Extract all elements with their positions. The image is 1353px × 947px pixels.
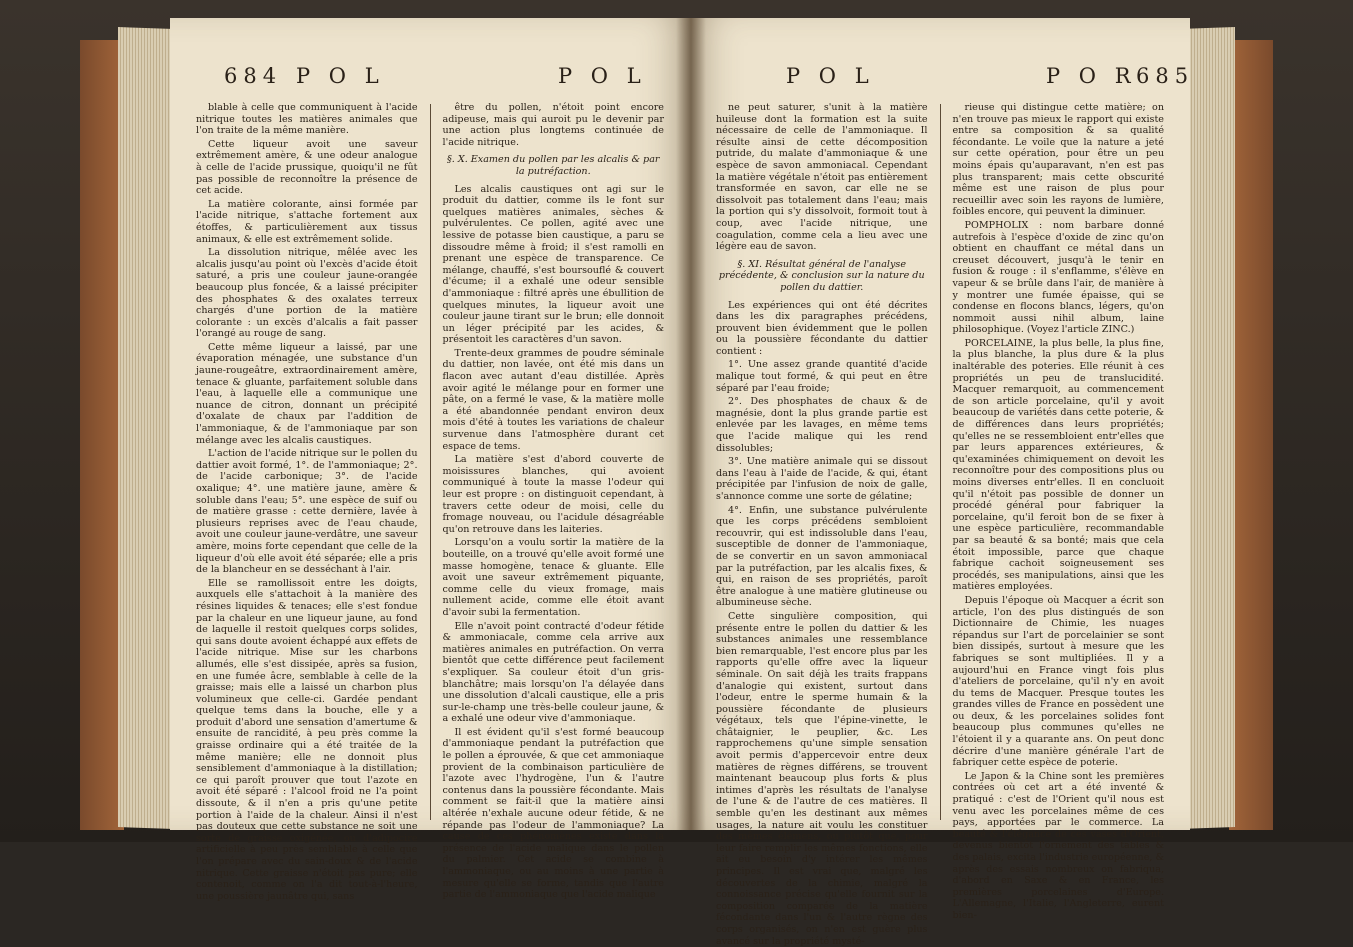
paragraph: Trente-deux grammes de poudre séminale du dattier, non lavée, ont été mis dans un flacon avec autant d'eau distillée. Après avoir agité le mélange pour en former une pâte, on a fermé le vase, & la matière molle a été abandonnée pendant environ deux mois d'été à toutes les variations de chaleur survenue dans l'atmosphère durant cet espace de tems. [442,347,664,452]
paragraph: Lorsqu'on a voulu sortir la matière de la bouteille, on a trouvé qu'elle avoit formé une masse homogène, tenace & gluante. Elle avoit une saveur extrêmement piquante, comme celle du vieux fromage, mais nullement acide, comme elle étoit avant d'avoir subi la fermentation. [442,537,664,618]
paragraph: Depuis l'époque où Macquer a écrit son article, l'on des plus distingués de son Dictionnaire de Chimie, les nuages répandus sur l'art de porcelainier se sont bien dissipés, surtout à mesure que les fabriques se sont multipliées. Il y a aujourd'hui en France vingt fois plus d'ateliers de porcelaine, qu'il n'y en avoit du tems de Macquer. Presque toutes les grandes villes de France en possèdent une ou deux, & les porcelaines solides font beaucoup plus communes qu'elles ne l'étoient il y a quarante ans. On peut donc décrire d'une manière générale l'art de fabriquer cette espèce de poterie. [952,594,1164,769]
column-rule [940,104,941,820]
paragraph: blable à celle que communiquent à l'acide nitrique toutes les matières animales que l'on traite de la même manière. [196,102,418,137]
running-head-right: P O R [1046,64,1137,88]
right-page [690,18,1195,947]
right-col-1 [716,102,928,947]
paragraph: Les expériences qui ont été décrites dans les dix paragraphes précédens, prouvent bien évidemment que le pollen ou la poussière fécondante du dattier contient : [716,299,928,357]
paragraph: 4°. Enfin, une substance pulvérulente que les corps précédens sembloient recouvrir, qui est indissoluble dans l'eau, susceptible de donner de l'ammoniaque, de se convertir en un savon ammoniacal par la putréfaction, par les alcalis fixes, & qui, en raison de ses propriétés, paroît être analogue à une matière glutineuse ou albumineuse sèche. [716,504,928,609]
page-number: 684 [224,64,283,88]
paragraph: La matière s'est d'abord couverte de moisissures blanches, qui avoient communiqué à toute la masse l'odeur qui leur est propre : on distinguoit cependant, à travers cette odeur de moisi, celle du fromage nouveau, ou l'acidule désagréable qu'on retrouve dans les laiteries. [442,454,664,535]
paragraph: ne peut saturer, s'unit à la matière huileuse dont la formation est la suite nécessaire de celle de l'ammoniaque. Il résulte ainsi de cette décomposition putride, du malate d'ammoniaque & une espèce de savon ammoniacal. Cependant la matière végétale n'étoit pas entièrement transformée en savon, car elle ne se dissolvoit pas totalement dans l'eau; mais la portion qui s'y dissolvoit, formoit tout à coup, avec l'acide nitrique, une coagulation, comme cela a lieu avec une légère eau de savon. [716,102,928,253]
paragraph: rieuse qui distingue cette matière; on n'en trouve pas mieux le rapport qui existe entre sa composition & sa qualité fécondante. Le voile que la nature a jeté sur cette opération, pour être un peu moins épais qu'auparavant, n'en est pas plus transparent; mais cette obscurité même est une raison de plus pour recueillir avec soin les rayons de lumière, foibles encore, qui peuvent la diminuer. [952,102,1164,218]
running-head-left: P O L [786,64,875,88]
left-page [170,18,690,902]
page-edges-left [118,27,174,829]
entry-pompholix: POMPHOLIX : nom barbare donné autrefois à l'espèce d'oxide de zinc qu'on obtient en chauffant ce métal dans un creuset découvert, jusqu'à le tenir en fusion & rouge : il s'enflamme, s'élève en vapeur & se brûle dans l'air, de manière à y montrer une fumée épaisse, qui se condense en flocons blancs, légers, qu'on nommoit aussi nihil album, laine philosophique. (Voyez l'article ZINC.) [952,219,1164,336]
paragraph: Le Japon & la Chine sont les premières contrées où cet art a été inventé & pratiqué : c'est de l'Orient qu'il nous est venu avec les porcelaines même de ces pays, apportées par le commerce. La beauté & l'élégance de ces vases d'Orient, devenus bientôt l'ornement des tables & des palais, excita l'industrie européenne, & après des essais nombreux on fabriqua, d'abord en Saxe & en France, les premières porcelaines d'Europe. L'Allemagne, l'Italie, l'Angleterre, eurent bien- [952,770,1165,921]
right-page-header [716,64,1195,100]
left-col-1 [196,102,418,902]
running-head-right: P O L [558,64,647,88]
running-head-left: P O L [296,64,385,88]
paragraph: 2°. Des phosphates de chaux & de magnésie, dont la plus grande partie est enlevée par les lavages, en même tems que l'acide malique qui les rend dissolubles; [716,396,928,454]
paragraph: Cette singulière composition, qui présente entre le pollen du dattier & les substances animales une ressemblance bien remarquable, l'est encore plus par les rapports qu'elle offre avec la liqueur séminale. On sait déjà les traits frappans d'analogie qui existent, surtout dans l'odeur, entre le sperme humain & la poussière fécondante de plusieurs végétaux, tels que l'épine-vinette, le châtaignier, le peuplier, &c. Les rapprochemens qu'une simple sensation avoit permis d'appercevoir entre deux matières de règnes différens, se trouvent maintenant beaucoup plus forts & plus intimes d'après les résultats de l'analyse de l'une & de l'autre de ces matières. Il semble qu'en les destinant aux mêmes usages, la nature ait voulu les constituer des mêmes élémens, ou plutôt que, pour leur faire remplir les mêmes fonctions, elle ait eu besoin d'y intérer les mêmes principes. Il est vrai que, malgré les découvertes de la chimie, malgré la connoissance précise qu'elle fournit sur la composition comparée de la matière fécondante dans l'un & l'autre règne des corps organisés, on n'en est guère plus avancé sur la propriété mysté- [716,610,928,947]
section-heading: §. XI. Résultat général de l'analyse précédente, & conclusion sur la nature du pollen du dattier. [718,258,925,293]
paragraph: L'action de l'acide nitrique sur le pollen du dattier avoit formé, 1°. de l'ammoniaque; 2°. de l'acide carbonique; 3°. de l'acide oxalique; 4°. une matière jaune, amère & soluble dans l'eau; 5°. une espèce de suif ou de matière grasse : cette dernière, lavée à plusieurs reprises avec de l'eau chaude, avoit une couleur jaune-verdâtre, une saveur amère, moins forte cependant que celle de la liqueur d'où elle avoit été séparée; elle a pris de la blancheur en se desséchant à l'air. [196,448,418,576]
right-page-columns [716,102,1165,947]
paragraph: Cette même liqueur a laissé, par une évaporation ménagée, une substance d'un jaune-rougeâtre, extraordinairement amère, tenace & gluante, parfaitement soluble dans l'eau, à laquelle elle a communique une nuance de citron, donnant un précipité d'oxalate de chaux par l'addition de l'ammoniaque, & de l'ammoniaque par son mélange avec les alcalis caustiques. [196,341,418,446]
column-rule [430,104,431,820]
page-number: 685 [1136,64,1195,88]
paragraph: La matière colorante, ainsi formée par l'acide nitrique, s'attache fortement aux étoffes, & particulièrement aux tissus animaux, & elle est extrêmement solide. [196,198,418,245]
paragraph: 1°. Une assez grande quantité d'acide malique tout formé, & qui peut en être séparé par l'eau froide; [716,359,928,394]
paragraph: Elle se ramollissoit entre les doigts, auxquels elle s'attachoit à la manière des résines liquides & tenaces; elle s'est fondue par la chaleur en une liqueur jaune, au fond de laquelle il restoit quelques corps solides, qui sans doute avoient échappé aux effets de l'acide nitrique. Mise sur les charbons allumés, elle s'est dissipée, après sa fusion, en une fumée âcre, semblable à celle de la graisse; mais elle a laissé un charbon plus volumineux que celle-ci. Gardée pendant quelque tems dans la bouche, elle y a produit d'abord une sensation d'amertume & ensuite de rancidité, à peu près comme la graisse ordinaire qui a été traitée de la même manière; elle ne donnoit plus sensiblement d'ammoniaque à la distillation; ce qui paroît prouver que tout l'azote en avoit été séparé : l'alcool froid ne l'a point dissoute, & il n'en a pris qu'une petite portion à l'aide de la chaleur. Ainsi il n'est pas douteux que cette substance ne soit une sorte de graisse oxigénée, ou d'adipocire artificielle à peu près semblable à celle que l'on prépare avec du sain-doux & de l'acide nitrique. Cette graisse n'étoit pas pure; elle contenoit, comme on l'a dit tout-à-l'heure, une poussière jaunâtre qui, sans [196,577,418,902]
paragraph: Les alcalis caustiques ont agi sur le produit du dattier, comme ils le font sur quelques matières animales, sèches & pulvérulentes. Ce pollen, agité avec une lessive de potasse bien caustique, a paru se dissoudre même à froid; il s'est ramolli en prenant une espèce de transparence. Ce mélange, chauffé, s'est boursouflé & couvert d'écume; il a exhalé une odeur sensible d'ammoniaque : filtré après une ébullition de quelques minutes, la liqueur avoit une couleur jaune tirant sur le brun; elle donnoit un léger précipité par les acides, & présentoit les caractères d'un savon. [442,183,664,346]
paragraph: 3°. Une matière animale qui se dissout dans l'eau à l'aide de l'acide, & qui, étant précipitée par l'infusion de noix de galle, s'annonce comme une sorte de gélatine; [716,456,928,502]
paragraph: Il est évident qu'il s'est formé beaucoup d'ammoniaque pendant la putréfaction que le pollen a éprouvée, & que cet ammoniaque provient de la combinaison particulière de l'azote avec l'hydrogène, l'un & l'autre contenus dans la poussière fécondante. Mais comment se fait-il que la matière ainsi altérée n'exhale aucune odeur fétide, & ne répande pas l'odeur de l'ammoniaque? La cause de ces phénomènes existe dans la présence de l'acide malique dans le pollen du palmier. Cet acide se combine à l'ammoniaque, ou au moins à une partie à mesure qu'elle se forme, tandis que l'autre partie de l'ammoniaque que l'acide malique [442,726,664,901]
entry-porcelaine: PORCELAINE, la plus belle, la plus fine, la plus blanche, la plus dure & la plus inaltérable des poteries. Elle réunit à ces propriétés un peu de translucidité. Macquer remarquoit, au commencement de son article porcelaine, qu'il y avoit beaucoup de variétés dans cette poterie, & de différences dans leurs propriétés; qu'elles ne se ressembloient entr'elles que par leurs apparences extérieures, & qu'examinées chimiquement on devoit les reconnoître pour des compositions plus ou moins diverses entr'elles. Il en concluoit qu'il n'étoit pas possible de donner un procédé général pour fabriquer la porcelaine, qu'il feroit bon de se fixer à une espèce particulière, recommandable par sa beauté & sa bonté; mais que cela étoit impossible, parce que chaque fabrique cachoit soigneusement ses procédés, ses manipulations, ainsi que les matières employées. [952,337,1164,593]
book-gutter-shadow [676,18,706,830]
paragraph: Elle n'avoit point contracté d'odeur fétide & ammoniacale, comme cela arrive aux matières animales en putréfaction. On verra bientôt que cette différence peut facilement s'expliquer. Sa couleur étoit d'un gris-blanchâtre; mais lorsqu'on l'a délayée dans une dissolution d'alcali caustique, elle a pris sur-le-champ une très-belle couleur jaune, & a exhalé une odeur vive d'ammoniaque. [442,620,664,725]
paragraph: être du pollen, n'étoit point encore adipeuse, mais qui auroit pu le devenir par une action plus longtems continuée de l'acide nitrique. [442,102,664,148]
left-page-columns [196,102,664,902]
paragraph: Cette liqueur avoit une saveur extrêmement amère, & une odeur analogue à celle de l'acide prussique, quoiqu'il ne fût pas possible de reconnoître la présence de cet acide. [196,138,418,197]
left-col-2 [442,102,665,901]
section-heading: §. X. Examen du pollen par les alcalis & par la putréfaction. [446,154,660,177]
book-cover-right [1229,40,1273,830]
paragraph: La dissolution nitrique, mêlée avec les alcalis jusqu'au point où l'excès d'acide étoit saturé, a pris une couleur jaune-orangée beaucoup plus foncée, & a laissé précipiter des phosphates & des oxalates terreux chargés d'une portion de la matière colorante : un excès d'alcalis a fait passer l'orangé au rouge de sang. [196,247,418,340]
right-col-2 [952,102,1165,921]
left-page-header [196,64,664,100]
